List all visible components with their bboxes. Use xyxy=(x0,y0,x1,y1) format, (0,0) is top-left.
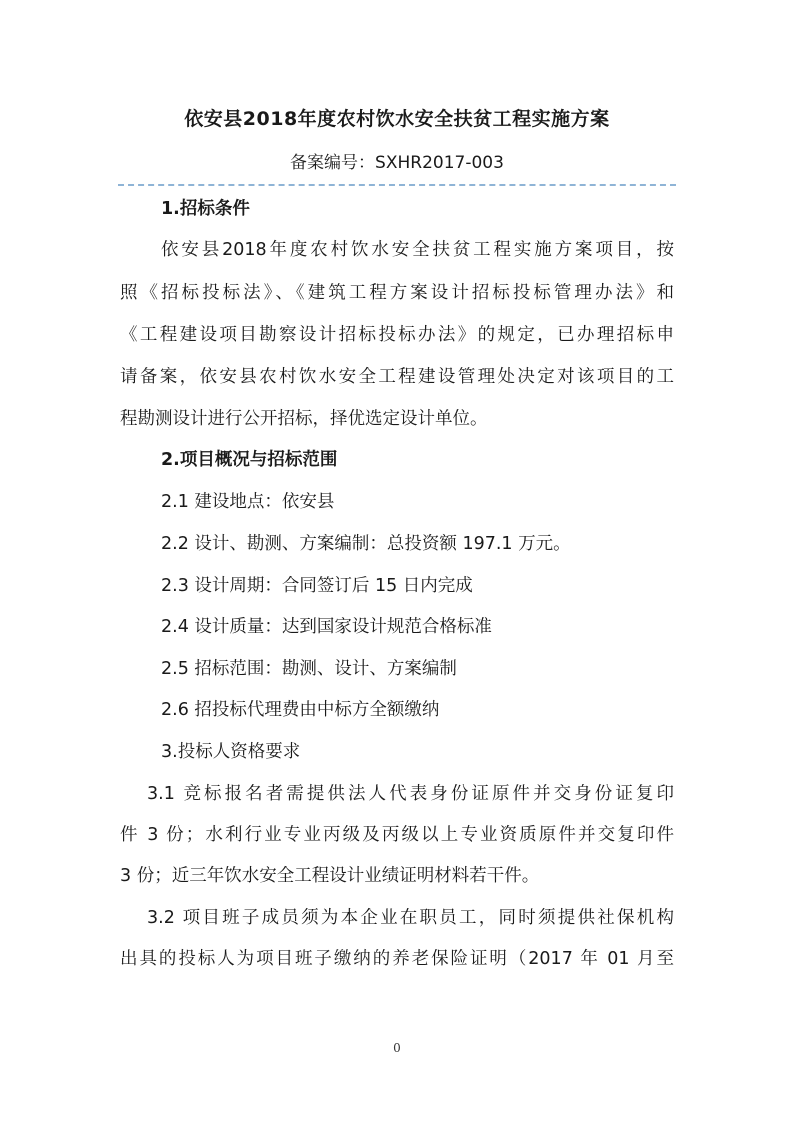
section-2-item-1: 2.1 建设地点：依安县 xyxy=(161,492,335,512)
section-1-heading: 1.招标条件 xyxy=(161,199,250,219)
section-1-line-4: 请备案，依安县农村饮水安全工程建设管理处决定对该项目的工 xyxy=(120,367,674,387)
section-3-2-line-2: 出具的投标人为项目班子缴纳的养老保险证明（2017 年 01 月至 xyxy=(120,949,674,969)
section-3-1-line-1: 3.1 竞标报名者需提供法人代表身份证原件并交身份证复印 xyxy=(147,784,674,804)
section-2-heading: 2.项目概况与招标范围 xyxy=(161,450,338,470)
section-3-2-line-1: 3.2 项目班子成员须为本企业在职员工，同时须提供社保机构 xyxy=(147,908,674,928)
page-number: 0 xyxy=(393,1041,401,1055)
section-1-line-3: 《工程建设项目勘察设计招标投标办法》的规定，已办理招标申 xyxy=(120,325,674,345)
section-1-line-5: 程勘测设计进行公开招标，择优选定设计单位。 xyxy=(120,409,488,429)
record-number: 备案编号：SXHR2017-003 xyxy=(290,153,504,173)
section-3-1-line-2: 件 3 份；水利行业专业丙级及丙级以上专业资质原件并交复印件 xyxy=(120,825,674,845)
section-2-item-6: 2.6 招投标代理费由中标方全额缴纳 xyxy=(161,700,440,720)
section-2-item-3: 2.3 设计周期：合同签订后 15 日内完成 xyxy=(161,576,473,596)
dashed-divider xyxy=(118,184,676,186)
section-1-line-2: 照《招标投标法》、《建筑工程方案设计招标投标管理办法》和 xyxy=(120,283,674,303)
section-2-item-2: 2.2 设计、勘测、方案编制：总投资额 197.1 万元。 xyxy=(161,534,571,554)
section-2-item-5: 2.5 招标范围：勘测、设计、方案编制 xyxy=(161,659,457,679)
section-1-line-1: 依安县2018年度农村饮水安全扶贫工程实施方案项目，按 xyxy=(161,240,674,260)
section-3-1-line-3: 3 份；近三年饮水安全工程设计业绩证明材料若干件。 xyxy=(120,866,540,886)
section-3-heading: 3.投标人资格要求 xyxy=(161,742,301,762)
document-title: 依安县2018年度农村饮水安全扶贫工程实施方案 xyxy=(184,108,610,130)
section-2-item-4: 2.4 设计质量：达到国家设计规范合格标准 xyxy=(161,617,492,637)
